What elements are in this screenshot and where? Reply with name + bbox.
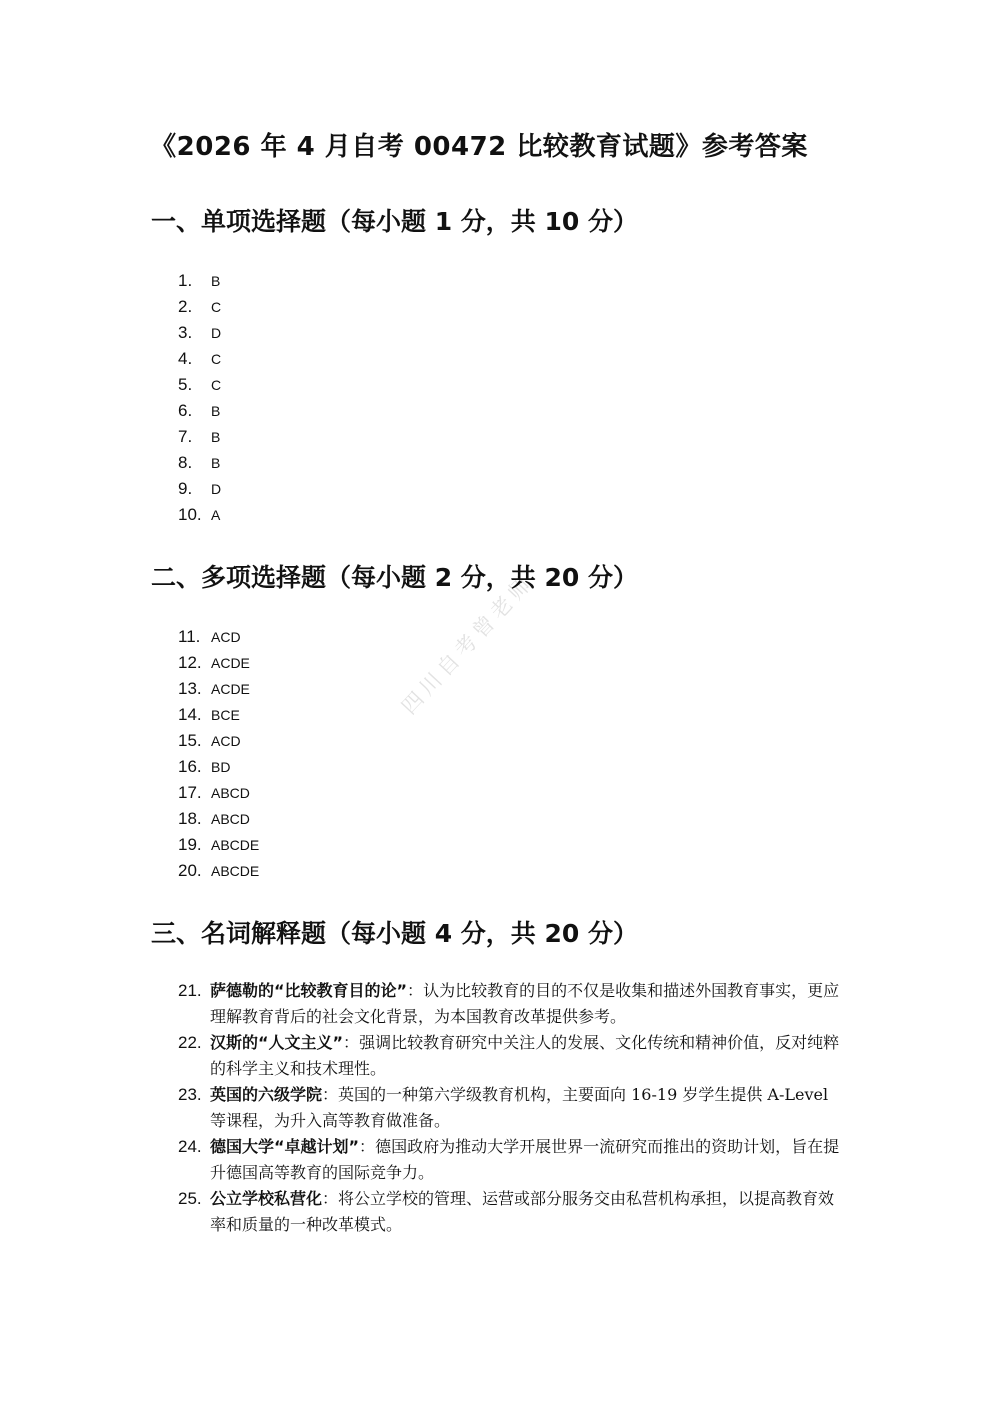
question-number: 22.: [178, 1033, 202, 1052]
answer-item: [178, 754, 259, 780]
answer-item: [178, 476, 221, 502]
single-choice-answer-list: [178, 268, 221, 528]
definition-item: [178, 1030, 848, 1082]
question-number: 12.: [178, 653, 202, 672]
question-number: 19.: [178, 835, 202, 854]
question-number: 8.: [178, 453, 193, 472]
answer-item: [178, 320, 221, 346]
answer-value: C: [211, 351, 222, 367]
answer-value: C: [211, 299, 222, 315]
answer-item: [178, 832, 259, 858]
question-number: 9.: [178, 479, 193, 498]
term-definition-list: [178, 978, 848, 1238]
question-number: 6.: [178, 401, 193, 420]
section-heading-term-definitions: 三、名词解释题（每小题 4 分，共 20 分）: [151, 919, 639, 948]
answer-item: [178, 268, 221, 294]
answer-value: ACDE: [211, 655, 250, 671]
answer-value: B: [211, 273, 221, 289]
question-number: 11.: [178, 627, 201, 646]
answer-item: [178, 398, 221, 424]
question-number: 16.: [178, 757, 202, 776]
definition-text: 将公立学校的管理、运营或部分服务交由私营机构承担，以提高教育效率和质量的一种改革模式。: [210, 1189, 835, 1234]
answer-value: ABCD: [211, 785, 250, 801]
answer-value: C: [211, 377, 222, 393]
section-heading-single-choice: 一、单项选择题（每小题 1 分，共 10 分）: [151, 207, 639, 236]
definition-text: 英国的一种第六学级教育机构，主要面向 16-19 岁学生提供 A-Level 等课程，为升入高等教育做准备。: [210, 1085, 829, 1130]
definition-item: [178, 1082, 848, 1134]
answer-value: D: [211, 325, 222, 341]
answer-value: A: [211, 507, 221, 523]
answer-item: [178, 372, 221, 398]
question-number: 21.: [178, 981, 202, 1000]
question-number: 20.: [178, 861, 202, 880]
question-number: 23.: [178, 1085, 202, 1104]
definition-text: 强调比较教育研究中关注人的发展、文化传统和精神价值，反对纯粹的科学主义和技术理性。: [210, 1033, 840, 1078]
question-number: 5.: [178, 375, 193, 394]
question-number: 14.: [178, 705, 202, 724]
answer-item: [178, 346, 221, 372]
question-number: 18.: [178, 809, 202, 828]
answer-value: BCE: [211, 707, 240, 723]
definition-term: 德国大学“卓越计划”: [210, 1137, 360, 1156]
question-number: 25.: [178, 1189, 202, 1208]
section-heading-multiple-choice: 二、多项选择题（每小题 2 分，共 20 分）: [151, 563, 639, 592]
question-number: 15.: [178, 731, 202, 750]
answer-item: [178, 858, 259, 884]
answer-value: B: [211, 455, 221, 471]
question-number: 24.: [178, 1137, 202, 1156]
question-number: 4.: [178, 349, 193, 368]
answer-value: ACD: [211, 629, 241, 645]
answer-value: ABCD: [211, 811, 250, 827]
definition-term: 汉斯的“人文主义”: [210, 1033, 344, 1052]
definition-text: 德国政府为推动大学开展世界一流研究而推出的资助计划，旨在提升德国高等教育的国际竞争力。: [210, 1137, 840, 1182]
answer-item: [178, 450, 221, 476]
multiple-choice-answer-list: [178, 624, 259, 884]
answer-value: BD: [211, 759, 231, 775]
answer-item: [178, 676, 259, 702]
definition-separator: ：: [322, 1189, 339, 1208]
answer-item: [178, 294, 221, 320]
definition-item: [178, 1186, 848, 1238]
question-number: 7.: [178, 427, 193, 446]
answer-value: B: [211, 429, 221, 445]
definition-item: [178, 1134, 848, 1186]
definition-term: 萨德勒的“比较教育目的论”: [210, 981, 408, 1000]
answer-value: B: [211, 403, 221, 419]
definition-item: [178, 978, 848, 1030]
answer-value: ABCDE: [211, 863, 260, 879]
answer-item: [178, 650, 259, 676]
answer-value: ACDE: [211, 681, 250, 697]
answer-value: ACD: [211, 733, 241, 749]
answer-item: [178, 728, 259, 754]
answer-item: [178, 424, 221, 450]
answer-item: [178, 502, 221, 528]
answer-item: [178, 780, 259, 806]
answer-item: [178, 702, 259, 728]
document-title: 《2026 年 4 月自考 00472 比较教育试题》参考答案: [150, 132, 808, 162]
definition-term: 公立学校私营化: [210, 1189, 323, 1208]
question-number: 2.: [178, 297, 193, 316]
definition-separator: ：: [322, 1085, 339, 1104]
watermark: 四川自考曾老师: [396, 569, 539, 719]
answer-value: D: [211, 481, 222, 497]
definition-text: 认为比较教育的目的不仅是收集和描述外国教育事实，更应理解教育背后的社会文化背景，为本国教育改革提供参考。: [210, 981, 840, 1026]
answer-item: [178, 624, 259, 650]
definition-term: 英国的六级学院: [210, 1085, 323, 1104]
answer-item: [178, 806, 259, 832]
question-number: 17.: [178, 783, 202, 802]
definition-separator: ：: [359, 1137, 376, 1156]
definition-separator: ：: [407, 981, 424, 1000]
question-number: 1.: [178, 271, 193, 290]
question-number: 3.: [178, 323, 193, 342]
answer-value: ABCDE: [211, 837, 260, 853]
question-number: 13.: [178, 679, 202, 698]
definition-separator: ：: [343, 1033, 360, 1052]
question-number: 10.: [178, 505, 202, 524]
